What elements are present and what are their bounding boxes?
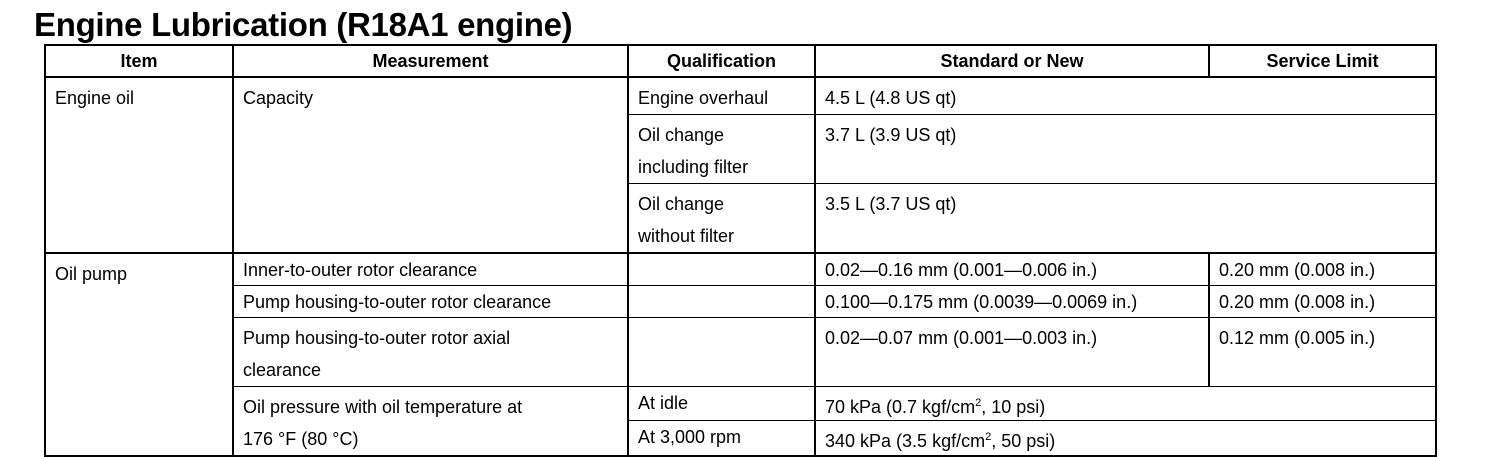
standard-cell: 4.5 L (4.8 US qt) <box>815 77 1436 115</box>
qualification-cell <box>628 318 815 387</box>
superscript: 2 <box>985 431 992 444</box>
table-row <box>45 253 1436 286</box>
qualification-line: Oil change <box>638 194 725 214</box>
measurement-oil-pressure <box>233 387 628 457</box>
spec-table <box>44 44 1437 457</box>
header-item: Item <box>45 45 233 77</box>
standard-cell: 0.02—0.16 mm (0.001—0.006 in.) <box>815 253 1209 286</box>
standard-value-tail: , 10 psi) <box>981 397 1046 417</box>
header-service-limit: Service Limit <box>1209 45 1436 77</box>
standard-value: 340 kPa (3.5 kgf/cm <box>825 431 986 452</box>
measurement-cell: Inner-to-outer rotor clearance <box>233 253 628 286</box>
table-row <box>45 77 1436 115</box>
measurement-line: Oil pressure with oil temperature at <box>243 397 523 417</box>
qualification-cell: At idle <box>628 387 815 421</box>
standard-cell: 0.100—0.175 mm (0.0039—0.0069 in.) <box>815 286 1209 318</box>
measurement-line: clearance <box>243 360 322 380</box>
header-standard: Standard or New <box>815 45 1209 77</box>
qualification-line: without filter <box>638 226 735 246</box>
item-oil-pump: Oil pump <box>45 253 233 456</box>
service-limit-cell: 0.20 mm (0.008 in.) <box>1209 253 1436 286</box>
standard-cell: 3.5 L (3.7 US qt) <box>815 184 1436 254</box>
qualification-line: including filter <box>638 157 749 177</box>
measurement-line: 176 °F (80 °C) <box>243 429 359 449</box>
header-row <box>45 45 1436 77</box>
standard-cell: 3.7 L (3.9 US qt) <box>815 115 1436 184</box>
qualification-cell: Engine overhaul <box>628 77 815 115</box>
item-engine-oil: Engine oil <box>45 77 233 253</box>
page-title: Engine Lubrication (R18A1 engine) <box>34 6 573 43</box>
standard-cell <box>815 421 1436 456</box>
standard-cell <box>815 387 1436 421</box>
superscript: 2 <box>975 397 982 409</box>
service-limit-cell: 0.12 mm (0.005 in.) <box>1209 318 1436 387</box>
measurement-cell: Pump housing-to-outer rotor clearance <box>233 286 628 318</box>
header-measurement: Measurement <box>233 45 628 77</box>
qualification-line: Oil change <box>638 125 725 145</box>
measurement-cell <box>233 318 628 387</box>
measurement-capacity: Capacity <box>233 77 628 253</box>
standard-value-tail: , 50 psi) <box>991 431 1056 452</box>
table-row <box>45 286 1436 318</box>
qualification-cell <box>628 286 815 318</box>
qualification-cell <box>628 253 815 286</box>
service-limit-cell: 0.20 mm (0.008 in.) <box>1209 286 1436 318</box>
standard-value: 70 kPa (0.7 kgf/cm <box>825 397 976 417</box>
table-row <box>45 318 1436 387</box>
header-qualification: Qualification <box>628 45 815 77</box>
table-row <box>45 387 1436 421</box>
measurement-line: Pump housing-to-outer rotor axial <box>243 328 511 348</box>
qualification-cell: At 3,000 rpm <box>628 421 815 456</box>
qualification-cell <box>628 115 815 184</box>
qualification-cell <box>628 184 815 254</box>
standard-cell: 0.02—0.07 mm (0.001—0.003 in.) <box>815 318 1209 387</box>
